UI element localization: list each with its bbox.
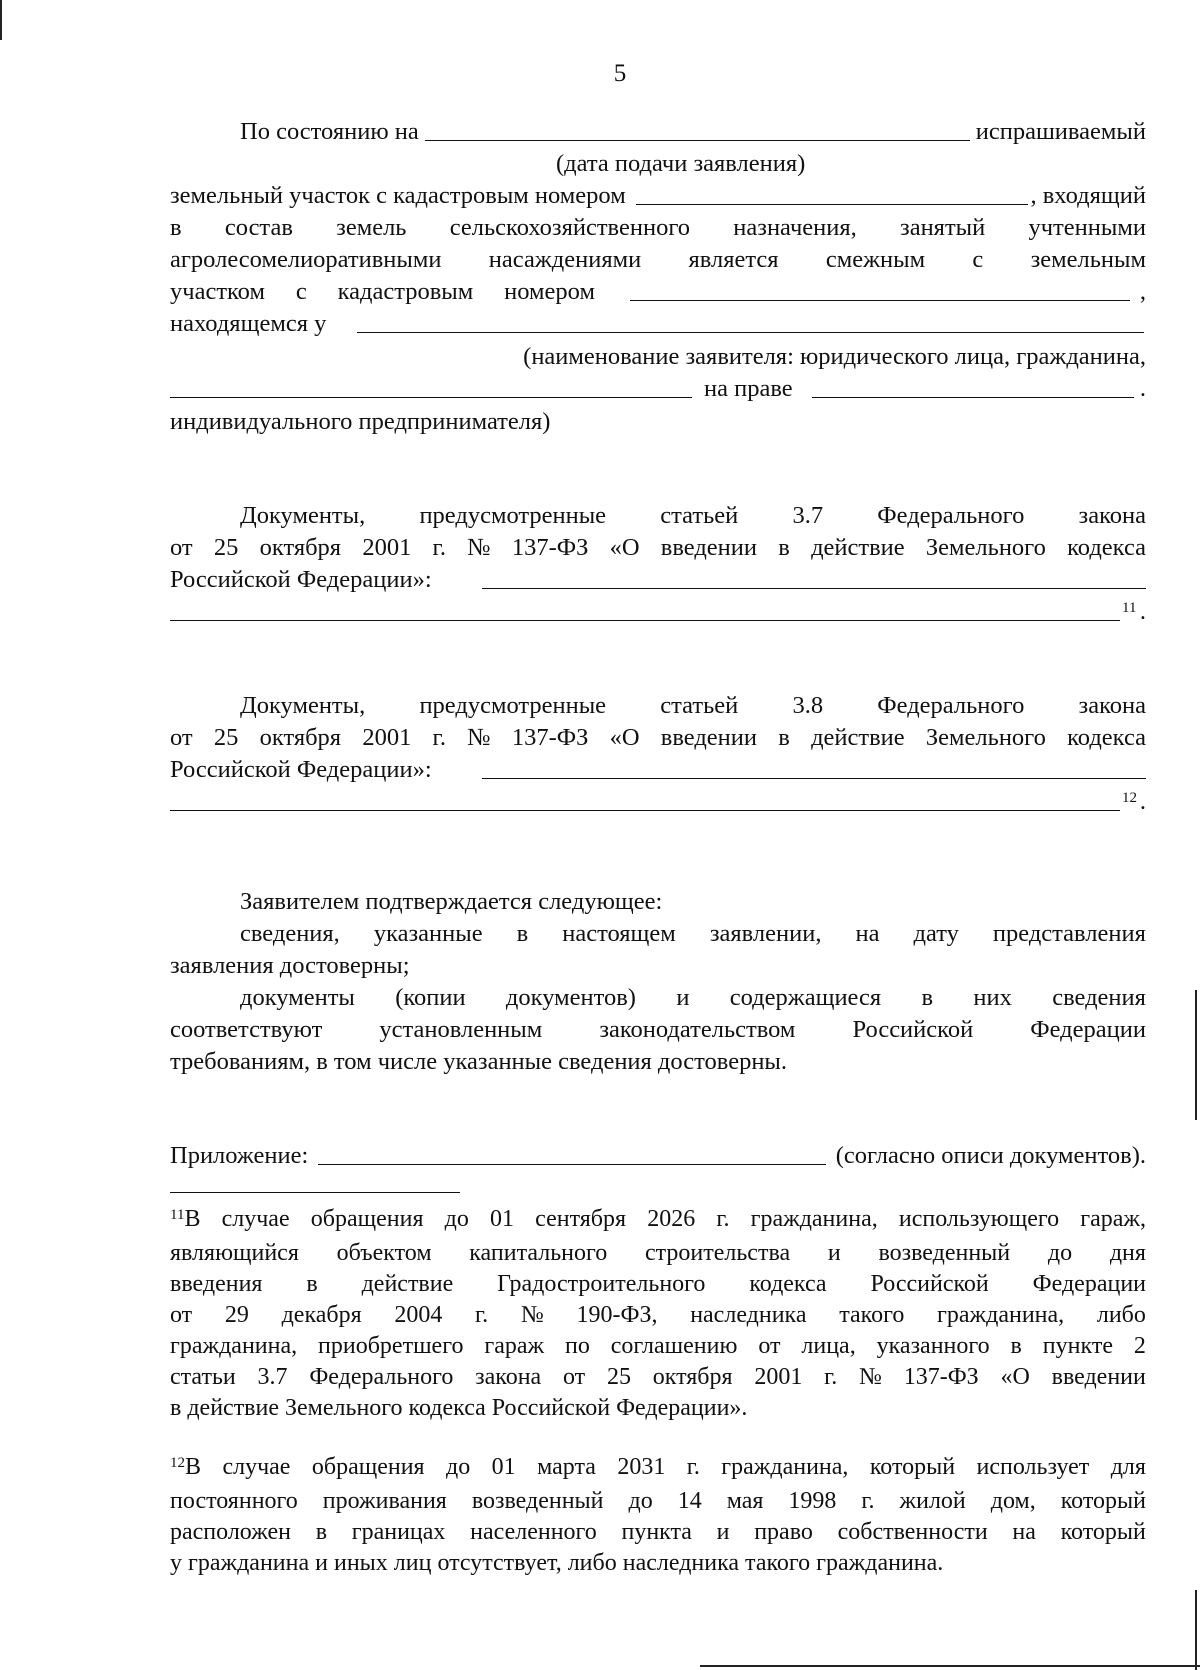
w: документы [240,984,355,1011]
w: в [921,984,934,1011]
s1-l7: находящемся у [170,310,327,337]
attachment-label: Приложение: [170,1142,309,1169]
w: № [859,1364,882,1390]
s3-line-3 [170,754,1146,786]
w: «О [609,534,640,561]
w: 137-ФЗ [511,724,589,751]
w: г. [475,1302,489,1328]
w: Федерального [309,1364,454,1390]
w: 25 [213,534,239,561]
w: дом, [990,1488,1036,1514]
w: для [1110,1454,1146,1480]
w: смежным [825,246,926,273]
page-number: 5 [613,60,627,87]
w: В [185,1454,202,1480]
w: гараж [484,1333,545,1359]
w: действие [361,1271,454,1297]
w: от [563,1364,586,1390]
w: и [827,1240,841,1266]
w: гражданина, [750,1206,878,1232]
w: проживания [322,1488,447,1514]
w: до [444,1206,469,1232]
w: В [184,1206,201,1232]
w: 2001 [362,534,412,561]
attachment-line [170,1140,1146,1172]
w: введении [660,534,758,561]
s4-line-3: заявления достоверны; [170,952,410,979]
w: предусмотренные [419,692,607,719]
w: случае [222,1454,291,1480]
w: населенного [470,1519,597,1545]
w: № [467,534,491,561]
w: 3.7 [792,502,824,529]
date-field[interactable] [425,116,970,141]
w: в [516,920,529,947]
w: закона [1078,692,1146,719]
w: который [1060,1519,1146,1545]
w: объектом [336,1240,432,1266]
w: законодательством [599,1016,796,1043]
w: введения [170,1271,263,1297]
w: насаждениями [488,246,642,273]
w: 190-ФЗ, [576,1302,658,1328]
w: такого [839,1302,905,1328]
footnote-number-11: 11 [170,1207,185,1223]
w: от [170,1302,193,1328]
s3-end: . [1139,788,1146,815]
attachment-field[interactable] [318,1140,825,1165]
w: использующего [898,1206,1060,1232]
w: Земельного [925,534,1046,561]
w: собственности [837,1519,988,1545]
cadastral-number-field-1[interactable] [636,180,1029,205]
s2-line-3 [170,564,1146,596]
s1-line-4 [170,212,1146,244]
footnote-ref-12: 12 [1122,790,1137,806]
s1-line-1 [170,116,1146,148]
w: дату [913,920,959,947]
w: 137-ФЗ [511,534,589,561]
w: на [855,920,880,947]
s2-l3: Российской Федерации»: [170,566,432,593]
w: являющийся [170,1240,299,1266]
footnote-11 [170,1204,1146,1424]
w [170,1204,200,1238]
w: указанные [373,920,483,947]
w: 2001 [754,1364,803,1390]
w: октября [259,534,342,561]
w: указанного [876,1333,990,1359]
s1-l6-b: , [1139,278,1146,305]
documents-3-7-field[interactable] [482,564,1146,589]
s1-line-7 [170,308,1146,340]
w: (копии [395,984,466,1011]
w: Земельного [925,724,1046,751]
w: обращения [311,1454,425,1480]
w: Документы, [240,692,366,719]
w: кодекса [749,1271,827,1297]
footnote-12 [170,1452,1146,1579]
w: в [1010,1333,1022,1359]
s1-line-5 [170,244,1146,276]
scan-edge-bottom [700,1665,1200,1667]
w: предусмотренные [419,502,607,529]
w: Документы, [240,502,366,529]
s4-line-5 [170,1014,1146,1046]
applicant-name-field[interactable] [357,308,1144,333]
w: г. [432,724,446,751]
w: закона [1078,502,1146,529]
w: до [1047,1240,1073,1266]
w: 1998 [788,1488,837,1514]
w: г. [824,1364,838,1390]
w: статьей [660,502,739,529]
w: введении [660,724,758,751]
s3-line-1 [170,690,1146,722]
w: является [688,246,779,273]
w: случае [221,1206,290,1232]
w: г. [861,1488,875,1514]
w: жилой [899,1488,966,1514]
w: кодекса [1067,724,1146,751]
s2-line-2 [170,532,1146,564]
w: соответствуют [170,1016,323,1043]
w: них [973,984,1012,1011]
w: в [315,1519,328,1545]
w: 137-ФЗ [903,1364,979,1390]
s4-line-6: требованиям, в том числе указанные сведения достоверны. [170,1048,788,1075]
w: который [1060,1488,1146,1514]
w: капитального [469,1240,608,1266]
w: занятый [900,214,986,241]
s1-l1-a: По состоянию на [240,118,419,145]
s1-l9-b: . [1139,375,1146,402]
w: по [565,1333,590,1359]
w: и [716,1519,730,1545]
w: расположен [170,1519,291,1545]
w: 2 [1133,1333,1146,1359]
w: право [754,1519,813,1545]
w: пункте [1042,1333,1113,1359]
w: земельным [1030,246,1146,273]
attachment-note: (согласно описи документов). [835,1142,1146,1169]
w: документов) [505,984,636,1011]
s2-end: . [1139,598,1146,625]
s4-line-2 [170,918,1146,950]
w: использует [976,1454,1090,1480]
fn11-last-line: в действие Земельного кодекса Российской Федерации». [170,1395,748,1421]
w: Российской [852,1016,974,1043]
w: наследника [690,1302,807,1328]
w: и [676,984,690,1011]
s4-line-4 [170,982,1146,1014]
w: Федерации [1032,1271,1146,1297]
right-type-field[interactable] [812,373,1134,398]
w: постоянного [170,1488,298,1514]
w: участком [170,278,265,305]
scan-edge-right [1195,990,1197,1120]
s1-l3-a: земельный участок с кадастровым номером [170,182,626,209]
w: Федерального [877,502,1025,529]
w: до [446,1454,471,1480]
w: закона [475,1364,542,1390]
footnote-ref-11: 11 [1122,600,1137,616]
w: учтенными [1028,214,1146,241]
w: дня [1109,1240,1146,1266]
footnote-number-12: 12 [170,1455,185,1471]
w: установленным [379,1016,543,1043]
w: либо [1096,1302,1146,1328]
w: действие [811,724,905,751]
w: октября [259,724,342,751]
w: состав [224,214,293,241]
w: строительства [644,1240,791,1266]
w: октября [652,1364,733,1390]
w: возведенный [471,1488,604,1514]
w: 01 [491,1454,516,1480]
s2-line-1 [170,500,1146,532]
w: назначения, [733,214,857,241]
s1-line-2: (дата подачи заявления) [556,150,806,177]
w: № [520,1302,544,1328]
footnote-separator [170,1192,460,1193]
w: Федерального [877,692,1025,719]
w: возведенный [878,1240,1011,1266]
w: 2001 [362,724,412,751]
w: в [170,214,182,241]
w: «О [1000,1364,1030,1390]
w: в [778,724,790,751]
w: введении [1051,1364,1146,1390]
w: земель [336,214,407,241]
w: № [467,724,491,751]
w: до [628,1488,653,1514]
documents-3-7-field-cont[interactable] [170,596,1120,621]
w: 01 [490,1206,514,1232]
fn12-last-line: у гражданина и иных лиц отсутствует, либо наследника такого гражданина. [170,1550,944,1576]
w: сведения, [240,920,340,947]
w: Российской [870,1271,989,1297]
w: гражданина, [937,1302,1065,1328]
w: от [170,724,193,751]
w: статьи [170,1364,236,1390]
w: 2026 [647,1206,696,1232]
w: от [170,534,193,561]
w: гараж, [1080,1206,1146,1232]
w [170,1452,201,1486]
w: на [1012,1519,1036,1545]
w: декабря [281,1302,362,1328]
s4-line-1: Заявителем подтверждается следующее: [240,888,663,915]
w: 2004 [394,1302,443,1328]
documents-3-8-field-cont[interactable] [170,786,1120,811]
w: 3.7 [257,1364,288,1390]
w: 29 [224,1302,249,1328]
w: содержащиеся [729,984,882,1011]
w: номером [504,278,595,305]
w: который [869,1454,956,1480]
w: 25 [606,1364,631,1390]
w: гражданина, [170,1333,298,1359]
w: марта [537,1454,596,1480]
w: 3.8 [792,692,824,719]
w: кадастровым [337,278,474,305]
w: границах [351,1519,446,1545]
w: в [306,1271,318,1297]
w: обращения [310,1206,424,1232]
applicant-name-field-cont[interactable] [170,373,692,398]
scan-edge-right-bottom [1195,1590,1197,1670]
w: пункта [621,1519,692,1545]
w: в [778,534,790,561]
w: заявлении, [709,920,822,947]
w: сведения [1052,984,1146,1011]
w: 2031 [617,1454,666,1480]
w: гражданина, [721,1454,849,1480]
w: приобретшего [318,1333,464,1359]
w: мая [726,1488,764,1514]
w: г. [716,1206,730,1232]
w: Градостроительного [497,1271,706,1297]
w: Федерации [1030,1016,1146,1043]
w: настоящем [562,920,676,947]
w: действие [811,534,905,561]
w: лица, [801,1333,856,1359]
cadastral-number-field-2[interactable] [630,276,1130,301]
w: 14 [677,1488,702,1514]
w: агролесомелиоративными [170,246,442,273]
w: с [972,246,984,273]
s1-l3-b: , входящий [1030,182,1146,209]
s1-l9-a: на праве [704,375,793,402]
w: 25 [213,724,239,751]
scan-edge-left [0,0,2,40]
w: кодекса [1067,534,1146,561]
s1-l1-b: испрашиваемый [975,118,1146,145]
s3-line-2 [170,722,1146,754]
w: представления [992,920,1146,947]
w: от [758,1333,781,1359]
s1-line-8: (наименование заявителя: юридического лица, гражданина, [523,343,1146,370]
w: г. [432,534,446,561]
documents-3-8-field[interactable] [482,754,1146,779]
w: сентября [535,1206,627,1232]
w: г. [686,1454,700,1480]
w: статьей [660,692,739,719]
s1-line-10: индивидуального предпринимателя) [170,408,551,435]
w: «О [609,724,640,751]
w: соглашению [610,1333,738,1359]
s1-line-3 [170,180,1146,212]
w: сельскохозяйственного [449,214,691,241]
s3-l3: Российской Федерации»: [170,756,432,783]
w: с [295,278,307,305]
